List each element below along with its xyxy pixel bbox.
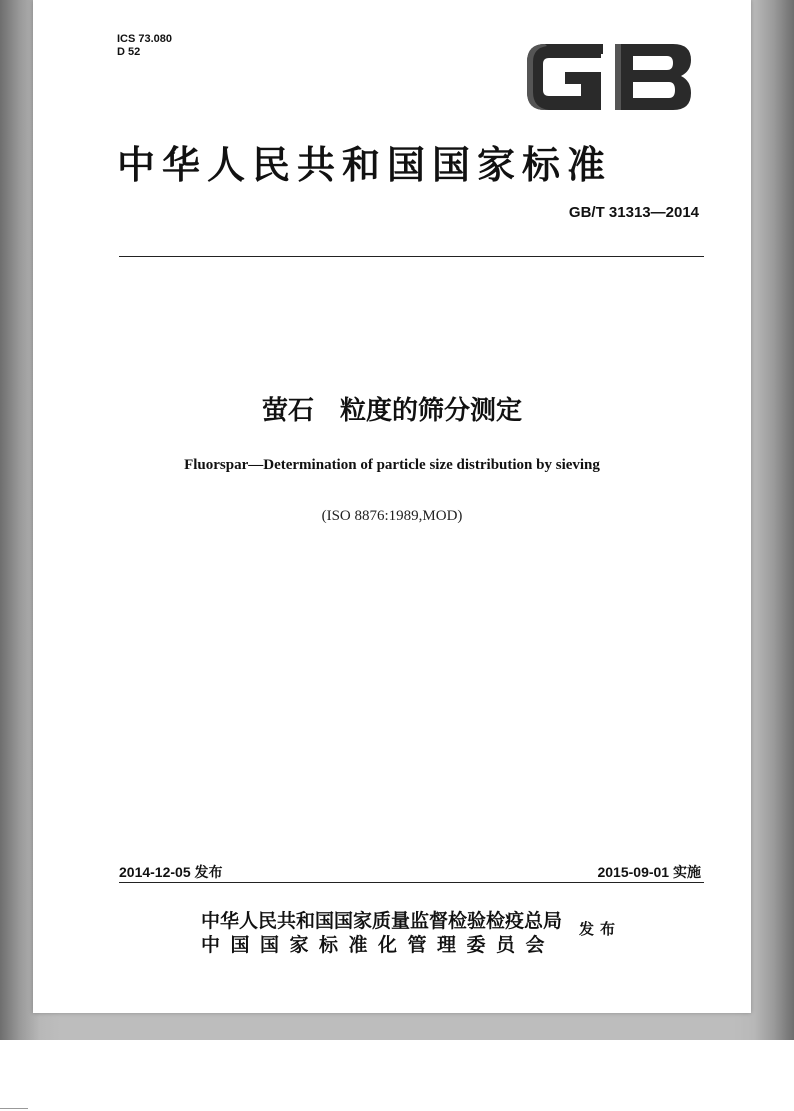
implementation-date: 2015-09-01 实施 — [597, 864, 701, 880]
document-page — [33, 0, 751, 1013]
issue-date: 2014-12-05 发布 — [119, 864, 223, 880]
logo-text: GB — [609, 82, 611, 83]
ics-code: ICS 73.080 — [117, 33, 173, 45]
footer-divider — [119, 882, 704, 883]
issuer-line-1: 中华人民共和国国家质量监督检验检疫总局 — [201, 910, 563, 932]
country-standard-title: 中华人民共和国国家标准 — [117, 142, 613, 187]
ccs-code: D 52 — [117, 46, 141, 58]
iso-reference: (ISO 8876:1989,MOD) — [321, 508, 463, 524]
document-title-english: Fluorspar—Determination of particle size distribution by sieving — [184, 457, 600, 473]
issuer-line-2: 中国国家标准化管理委员会 — [201, 934, 556, 956]
page-edge-mark — [0, 1108, 28, 1109]
standard-number: GB/T 31313—2014 — [568, 204, 699, 221]
header-divider — [119, 256, 704, 257]
gb-logo — [523, 40, 695, 114]
document-title-chinese: 萤石 粒度的筛分测定 — [261, 396, 522, 426]
publish-label: 发布 — [579, 920, 622, 938]
classification-codes — [117, 33, 172, 59]
